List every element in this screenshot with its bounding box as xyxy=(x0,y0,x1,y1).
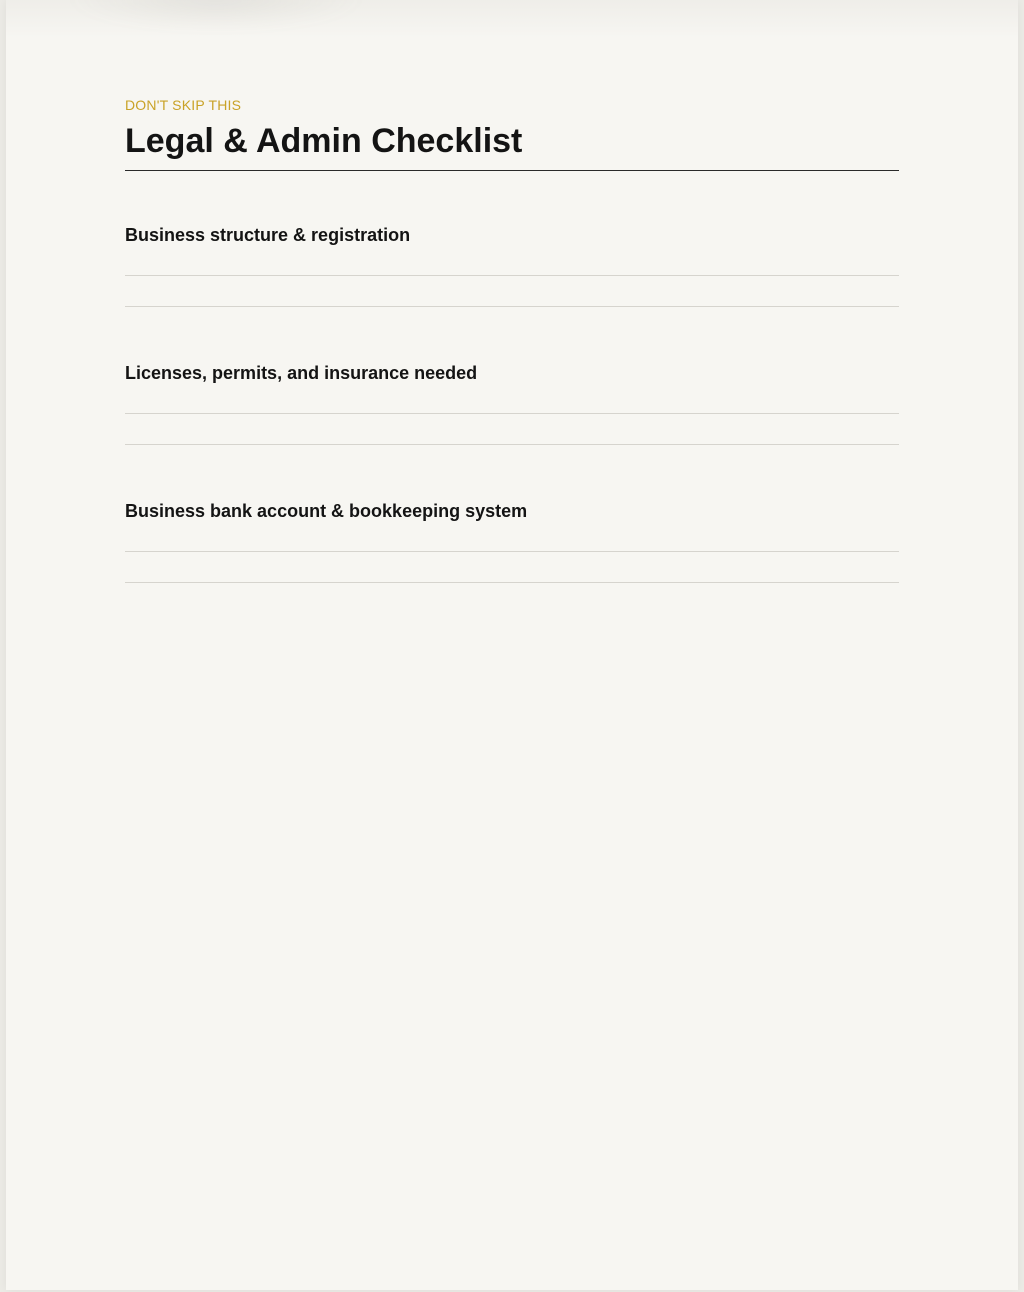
eyebrow-label: DON'T SKIP THIS xyxy=(125,97,242,113)
section-label: Business bank account & bookkeeping system xyxy=(125,501,528,521)
writing-line xyxy=(125,444,899,445)
writing-line xyxy=(125,582,899,583)
writing-line xyxy=(125,306,899,307)
checklist-section-banking xyxy=(125,500,899,583)
page-title: Legal & Admin Checklist xyxy=(125,122,523,160)
checklist-section-licenses xyxy=(125,362,899,445)
checklist-section-structure xyxy=(125,224,899,307)
section-label: Licenses, permits, and insurance needed xyxy=(125,363,478,383)
title-divider xyxy=(125,170,899,171)
document-page xyxy=(6,0,1018,1290)
section-label: Business structure & registration xyxy=(125,225,411,245)
page-content xyxy=(125,96,899,583)
writing-line xyxy=(125,413,899,414)
writing-line xyxy=(125,551,899,552)
checklist-sections xyxy=(125,224,899,583)
writing-line xyxy=(125,275,899,276)
